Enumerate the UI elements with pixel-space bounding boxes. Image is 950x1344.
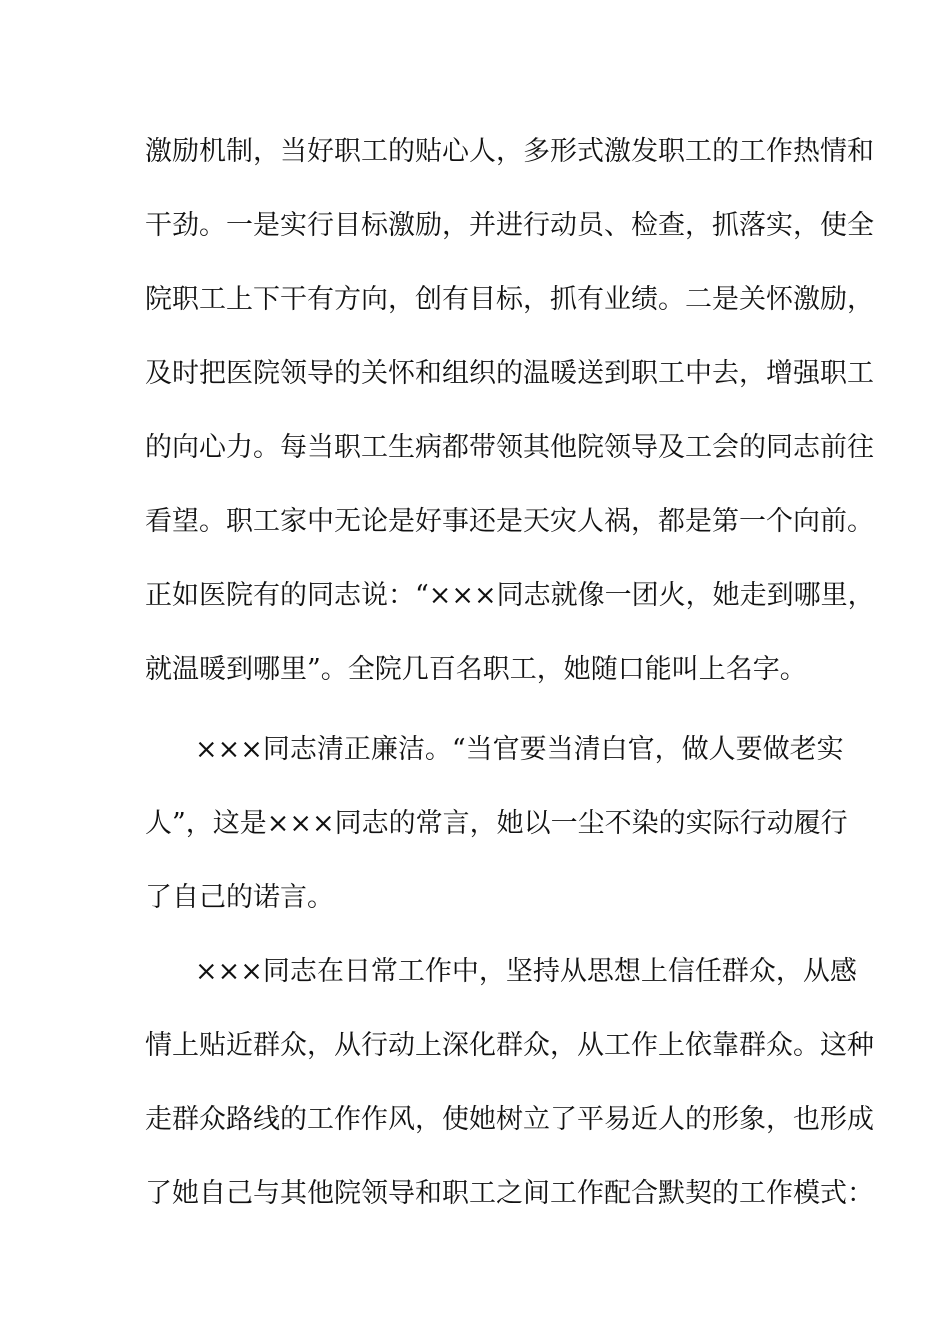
text-line: 激励机制，当好职工的贴心人，多形式激发职工的工作热情和 [145, 136, 874, 167]
text-line: 正如医院有的同志说：“×××同志就像一团火，她走到哪里， [145, 580, 875, 611]
text-line: 走群众路线的工作作风，使她树立了平易近人的形象，也形成 [145, 1104, 874, 1135]
text-line: 看望。职工家中无论是好事还是天灾人祸，都是第一个向前。 [145, 506, 874, 537]
text-line: 及时把医院领导的关怀和组织的温暖送到职工中去，增强职工 [145, 358, 874, 389]
paragraph-first-line: ×××同志在日常工作中，坚持从思想上信任群众，从感 [195, 956, 857, 987]
text-line: 了自己的诺言。 [145, 882, 334, 913]
text-line: 的向心力。每当职工生病都带领其他院领导及工会的同志前往 [145, 432, 874, 463]
text-line: 干劲。一是实行目标激励，并进行动员、检查，抓落实，使全 [145, 210, 874, 241]
text-line: 情上贴近群众，从行动上深化群众，从工作上依靠群众。这种 [145, 1030, 874, 1061]
text-line: 了她自己与其他院领导和职工之间工作配合默契的工作模式： [145, 1178, 874, 1209]
paragraph-first-line: ×××同志清正廉洁。“当官要当清白官，做人要做老实 [195, 734, 844, 765]
text-line: 人”，这是×××同志的常言，她以一尘不染的实际行动履行 [145, 808, 848, 839]
text-line: 院职工上下干有方向，创有目标，抓有业绩。二是关怀激励， [145, 284, 874, 315]
text-line: 就温暖到哪里”。全院几百名职工，她随口能叫上名字。 [145, 654, 807, 685]
